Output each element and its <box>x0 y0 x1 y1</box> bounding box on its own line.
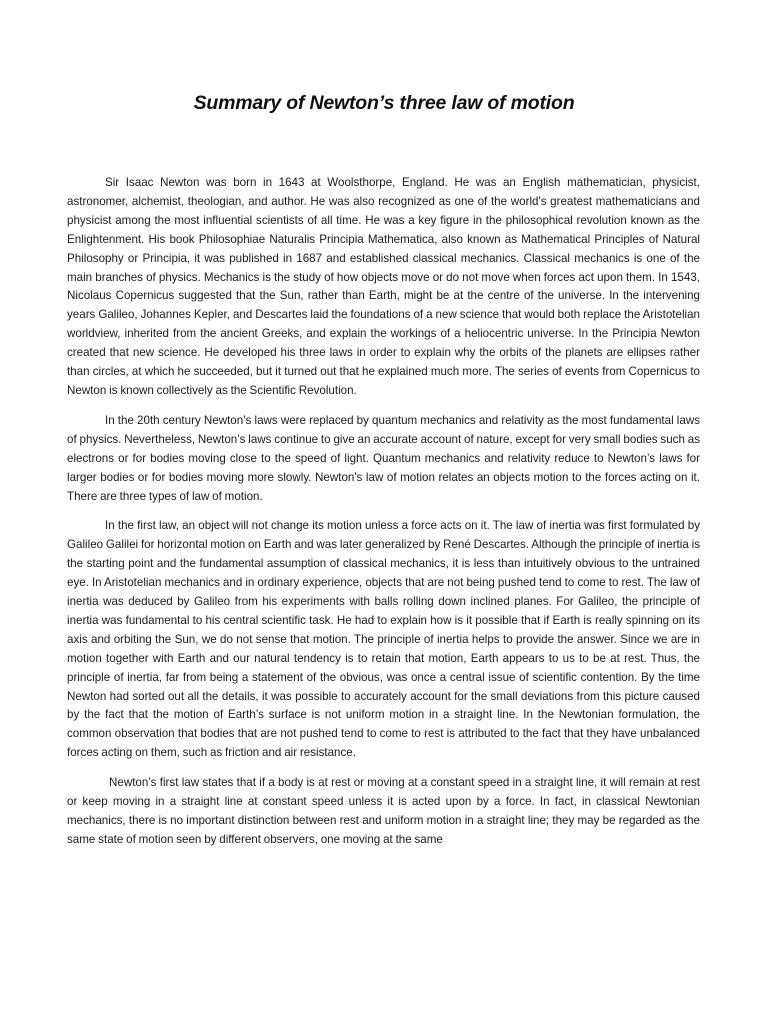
document-title: Summary of Newton’s three law of motion <box>193 92 575 114</box>
paragraph-newton-biography: Sir Isaac Newton was born in 1643 at Woolsthorpe, England. He was an English mathematician, physicist, astronomer, alchemist, theologian, and author. He was also recognized as one of the world's greatest mathematicians and physicist among the most influential scientists of all time. He was a key figure in the philosophical revolution known as the Enlightenment. His book Philosophiae Naturalis Principia Mathematica, also known as Mathematical Principles of Natural Philosophy or Principia, it was published in 1687 and established classical mechanics. Classical mechanics is one of the main branches of physics. Mechanics is the study of how objects move or do not move when forces act upon them. In 1543, Nicolaus Copernicus suggested that the Sun, rather than Earth, might be at the centre of the universe. In the intervening years Galileo, Johannes Kepler, and Descartes laid the foundations of a new science that would both replace the Aristotelian worldview, inherited from the ancient Greeks, and explain the workings of a heliocentric universe. In the Principia Newton created that new science. He developed his three laws in order to explain why the orbits of the planets are ellipses rather than circles, at which he succeeded, but it turned out that he explained much more. The series of events from Copernicus to Newton is known collectively as the Scientific Revolution. <box>67 176 700 397</box>
document-body <box>67 174 700 861</box>
paragraph-first-law-inertia: In the first law, an object will not change its motion unless a force acts on it. The law of inertia was first formulated by Galileo Galilei for horizontal motion on Earth and was later generalized by René Descartes. Although the principle of inertia is the starting point and the fundamental assumption of classical mechanics, it is less than intuitively obvious to the untrained eye. In Aristotelian mechanics and in ordinary experience, objects that are not being pushed tend to come to rest. The law of inertia was deduced by Galileo from his experiments with balls rolling down inclined planes. For Galileo, the principle of inertia was fundamental to his central scientific task. He had to explain how is it possible that if Earth is really spinning on its axis and orbiting the Sun, we do not sense that motion. The principle of inertia helps to provide the answer. Since we are in motion together with Earth and our natural tendency is to retain that motion, Earth appears to us to be at rest. Thus, the principle of inertia, far from being a statement of the obvious, was once a central issue of scientific contention. By the time Newton had sorted out all the details, it was possible to accurately account for the small deviations from this picture caused by the fact that the motion of Earth’s surface is not uniform motion in a straight line. In the Newtonian formulation, the common observation that bodies that are not pushed tend to come to rest is attributed to the fact that they have unbalanced forces acting on them, such as friction and air resistance. <box>67 519 700 760</box>
paragraph-twentieth-century: In the 20th century Newton’s laws were replaced by quantum mechanics and relativity as the most fundamental laws of physics. Nevertheless, Newton’s laws continue to give an accurate account of nature, except for very small bodies such as electrons or for bodies moving close to the speed of light. Quantum mechanics and relativity reduce to Newton’s laws for larger bodies or for bodies moving more slowly. Newton's law of motion relates an objects motion to the forces acting on it. There are three types of law of motion. <box>67 413 700 503</box>
paragraph-first-law-statement: Newton’s first law states that if a body is at rest or moving at a constant speed in a straight line, it will remain at rest or keep moving in a straight line at constant speed unless it is acted upon by a force. In fact, in classical Newtonian mechanics, there is no important distinction between rest and uniform motion in a straight line; they may be regarded as the same state of motion seen by different observers, one moving at the same <box>67 776 700 846</box>
